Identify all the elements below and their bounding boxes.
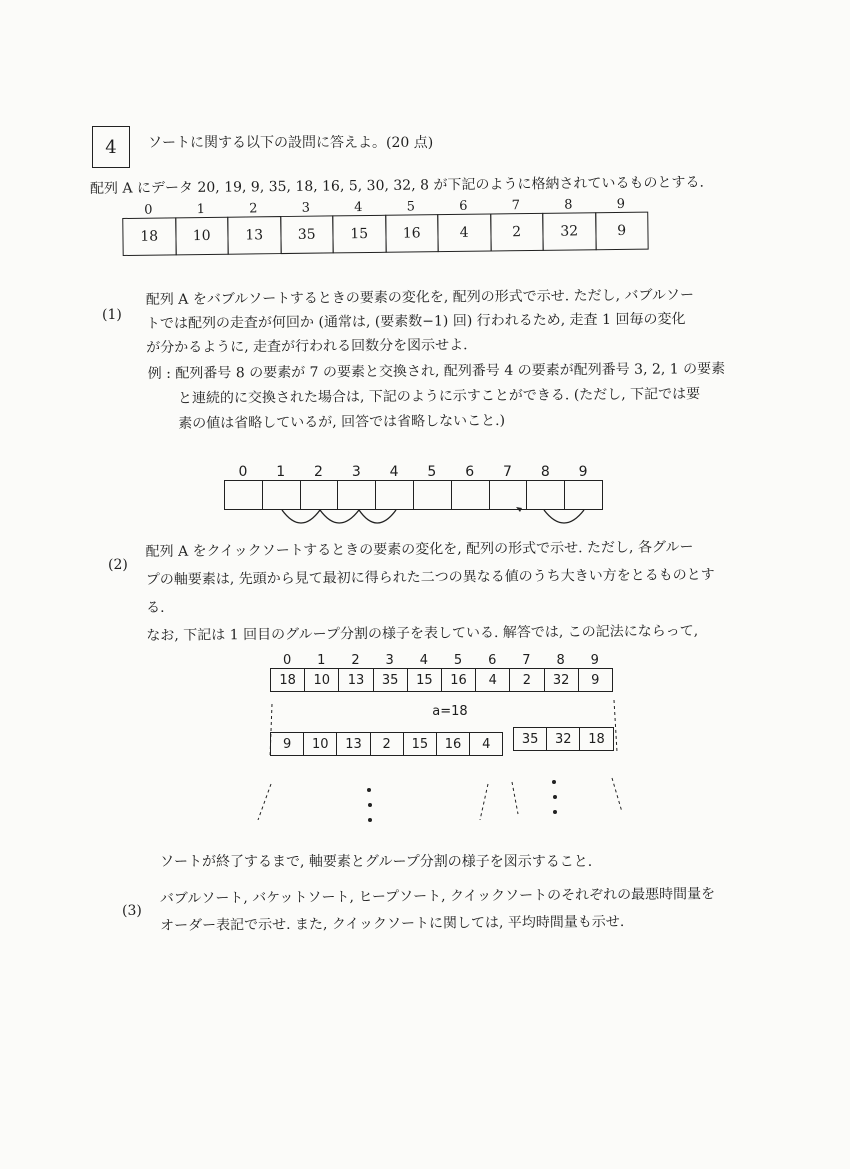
array-index: 5 <box>427 464 437 480</box>
array-index: 7 <box>503 464 512 480</box>
array-index: 6 <box>459 198 468 214</box>
array-cell: 18 <box>270 668 305 692</box>
array-index: 9 <box>578 464 588 480</box>
q1-line: トでは配列の走査が何回か (通常は, (要素数−1) 回) 行われるため, 走査 1 回毎の変化 <box>145 311 686 332</box>
ellipsis-dot <box>552 780 556 784</box>
q2-line: プの軸要素は, 先頭から見て最初に得られた二つの異なる値のうち大きい方をとるものとす <box>145 567 715 589</box>
array-index: 8 <box>540 464 550 480</box>
array-cell: 32 <box>542 212 596 251</box>
q1-example <box>148 357 726 437</box>
array-cell: 2 <box>370 732 404 756</box>
ellipsis-dot <box>553 795 557 799</box>
array-cell: 35 <box>373 668 408 692</box>
array-cell: 35 <box>280 215 334 254</box>
array-cell: 9 <box>595 212 649 251</box>
array-index: 5 <box>453 653 463 668</box>
array-index: 3 <box>351 464 361 480</box>
array-index: 3 <box>301 200 311 216</box>
ellipsis-dot <box>368 818 372 822</box>
swap-arrows <box>224 506 604 538</box>
array-index: 7 <box>511 198 521 214</box>
swap-arc-8-7 <box>359 510 396 523</box>
array-index: 6 <box>488 653 497 668</box>
q3-label: (3) <box>122 903 142 919</box>
q2-line: 配列 A をクイックソートするときの要素の変化を, 配列の形式で示せ. ただし, 各グルー <box>145 539 694 561</box>
question-title: ソートに関する以下の設問に答えよ。(20 点) <box>148 135 434 151</box>
q1-example-line: 例 : 配列番号 8 の要素が 7 の要素と交換され, 配列番号 4 の要素が配列番号 3, 2, 1 の要素 <box>147 360 726 383</box>
q3-line: バブルソート, バケットソート, ヒープソート, クイックソートのそれぞれの最悪時間量を <box>159 886 716 908</box>
array-index: 4 <box>354 200 363 216</box>
q1-example-line: 素の値は省略しているが, 回答では省略しないこと.) <box>178 412 506 432</box>
array-cell: 9 <box>578 668 613 692</box>
array-index: 0 <box>238 464 248 480</box>
question-number: 4 <box>105 136 117 158</box>
quicksort-diagram <box>270 650 613 752</box>
array-cell: 9 <box>270 732 304 756</box>
question-intro: 配列 A にデータ 20, 19, 9, 35, 18, 16, 5, 30, 32, 8 が下記のように格納されているものとする. <box>89 174 704 197</box>
array-cell: 4 <box>437 213 491 252</box>
array-cell: 13 <box>336 732 370 756</box>
array-cell: 10 <box>303 732 337 756</box>
array-a-cells <box>122 212 648 256</box>
array-cell: 4 <box>469 732 503 756</box>
array-cell: 15 <box>403 732 437 756</box>
array-index: 0 <box>144 202 153 218</box>
q1-line: が分かるように, 走査が行われる回数分を図示せよ. <box>146 337 468 356</box>
array-cell: 16 <box>441 668 476 692</box>
array-cell: 18 <box>122 217 176 256</box>
array-index: 9 <box>590 653 599 668</box>
array-index: 4 <box>419 653 428 668</box>
array-cell: 32 <box>546 727 580 751</box>
q1-text <box>146 283 695 360</box>
array-cell: 15 <box>332 215 386 254</box>
question-number-box <box>92 126 130 168</box>
array-index: 1 <box>317 653 326 668</box>
array-cell: 4 <box>475 668 510 692</box>
array-index: 0 <box>282 653 292 668</box>
array-cell: 13 <box>338 668 373 692</box>
array-cell: 13 <box>227 216 281 255</box>
q2-line: なお, 下記は 1 回目のグループ分割の様子を表している. 解答では, この記法にならって, <box>146 623 699 644</box>
q2-text <box>146 533 716 650</box>
bubble-example-indices <box>224 456 603 480</box>
array-index: 8 <box>556 653 565 668</box>
q2-label: (2) <box>108 557 128 573</box>
swap-arrowhead <box>516 507 522 512</box>
array-cell: 32 <box>544 668 579 692</box>
array-index: 2 <box>249 201 258 217</box>
array-index: 8 <box>564 197 573 213</box>
array-index: 6 <box>465 464 475 480</box>
q3-line: オーダー表記で示せ. また, クイックソートに関しては, 平均時間量も示せ. <box>160 913 625 934</box>
array-index: 1 <box>276 464 286 480</box>
array-cell: 2 <box>490 213 544 252</box>
swap-arc-3-2 <box>320 510 359 523</box>
pivot-label: a=18 <box>432 704 468 719</box>
array-cell: 10 <box>304 668 339 692</box>
array-cell: 16 <box>436 732 470 756</box>
swap-arc-2-1 <box>282 510 320 523</box>
q1-label: (1) <box>102 307 122 323</box>
array-index: 2 <box>314 464 323 480</box>
q3-text <box>160 881 716 940</box>
q1-line: 配列 A をバブルソートするときの要素の変化を, 配列の形式で示せ. ただし, バブルソー <box>145 287 695 309</box>
q1-example-line: と連続的に交換された場合は, 下記のように示すことができる. (ただし, 下記では要 <box>177 386 701 407</box>
array-index: 4 <box>389 464 399 480</box>
bubble-example-figure <box>224 456 603 510</box>
ellipsis-dot <box>368 803 372 807</box>
array-a-figure <box>122 192 649 256</box>
array-index: 2 <box>351 653 360 668</box>
array-index: 7 <box>522 653 531 668</box>
q2-closing: ソートが終了するまで, 軸要素とグループ分割の様子を図示すること. <box>160 854 593 870</box>
array-index: 5 <box>406 199 416 215</box>
array-cell: 2 <box>509 668 544 692</box>
array-cell: 18 <box>579 727 613 751</box>
partition-lines <box>250 680 630 820</box>
swap-arc-4-3 <box>544 510 584 523</box>
array-cell: 15 <box>407 668 442 692</box>
ellipsis-dot <box>553 810 557 814</box>
array-cell: 35 <box>513 727 547 751</box>
q2-line: る. <box>146 599 165 616</box>
array-index: 1 <box>196 201 206 218</box>
array-cell: 10 <box>175 217 229 256</box>
array-index: 9 <box>616 196 626 212</box>
ellipsis-dot <box>367 788 371 792</box>
array-cell: 16 <box>385 214 439 253</box>
quicksort-indices <box>270 650 613 668</box>
array-index: 3 <box>385 653 394 668</box>
